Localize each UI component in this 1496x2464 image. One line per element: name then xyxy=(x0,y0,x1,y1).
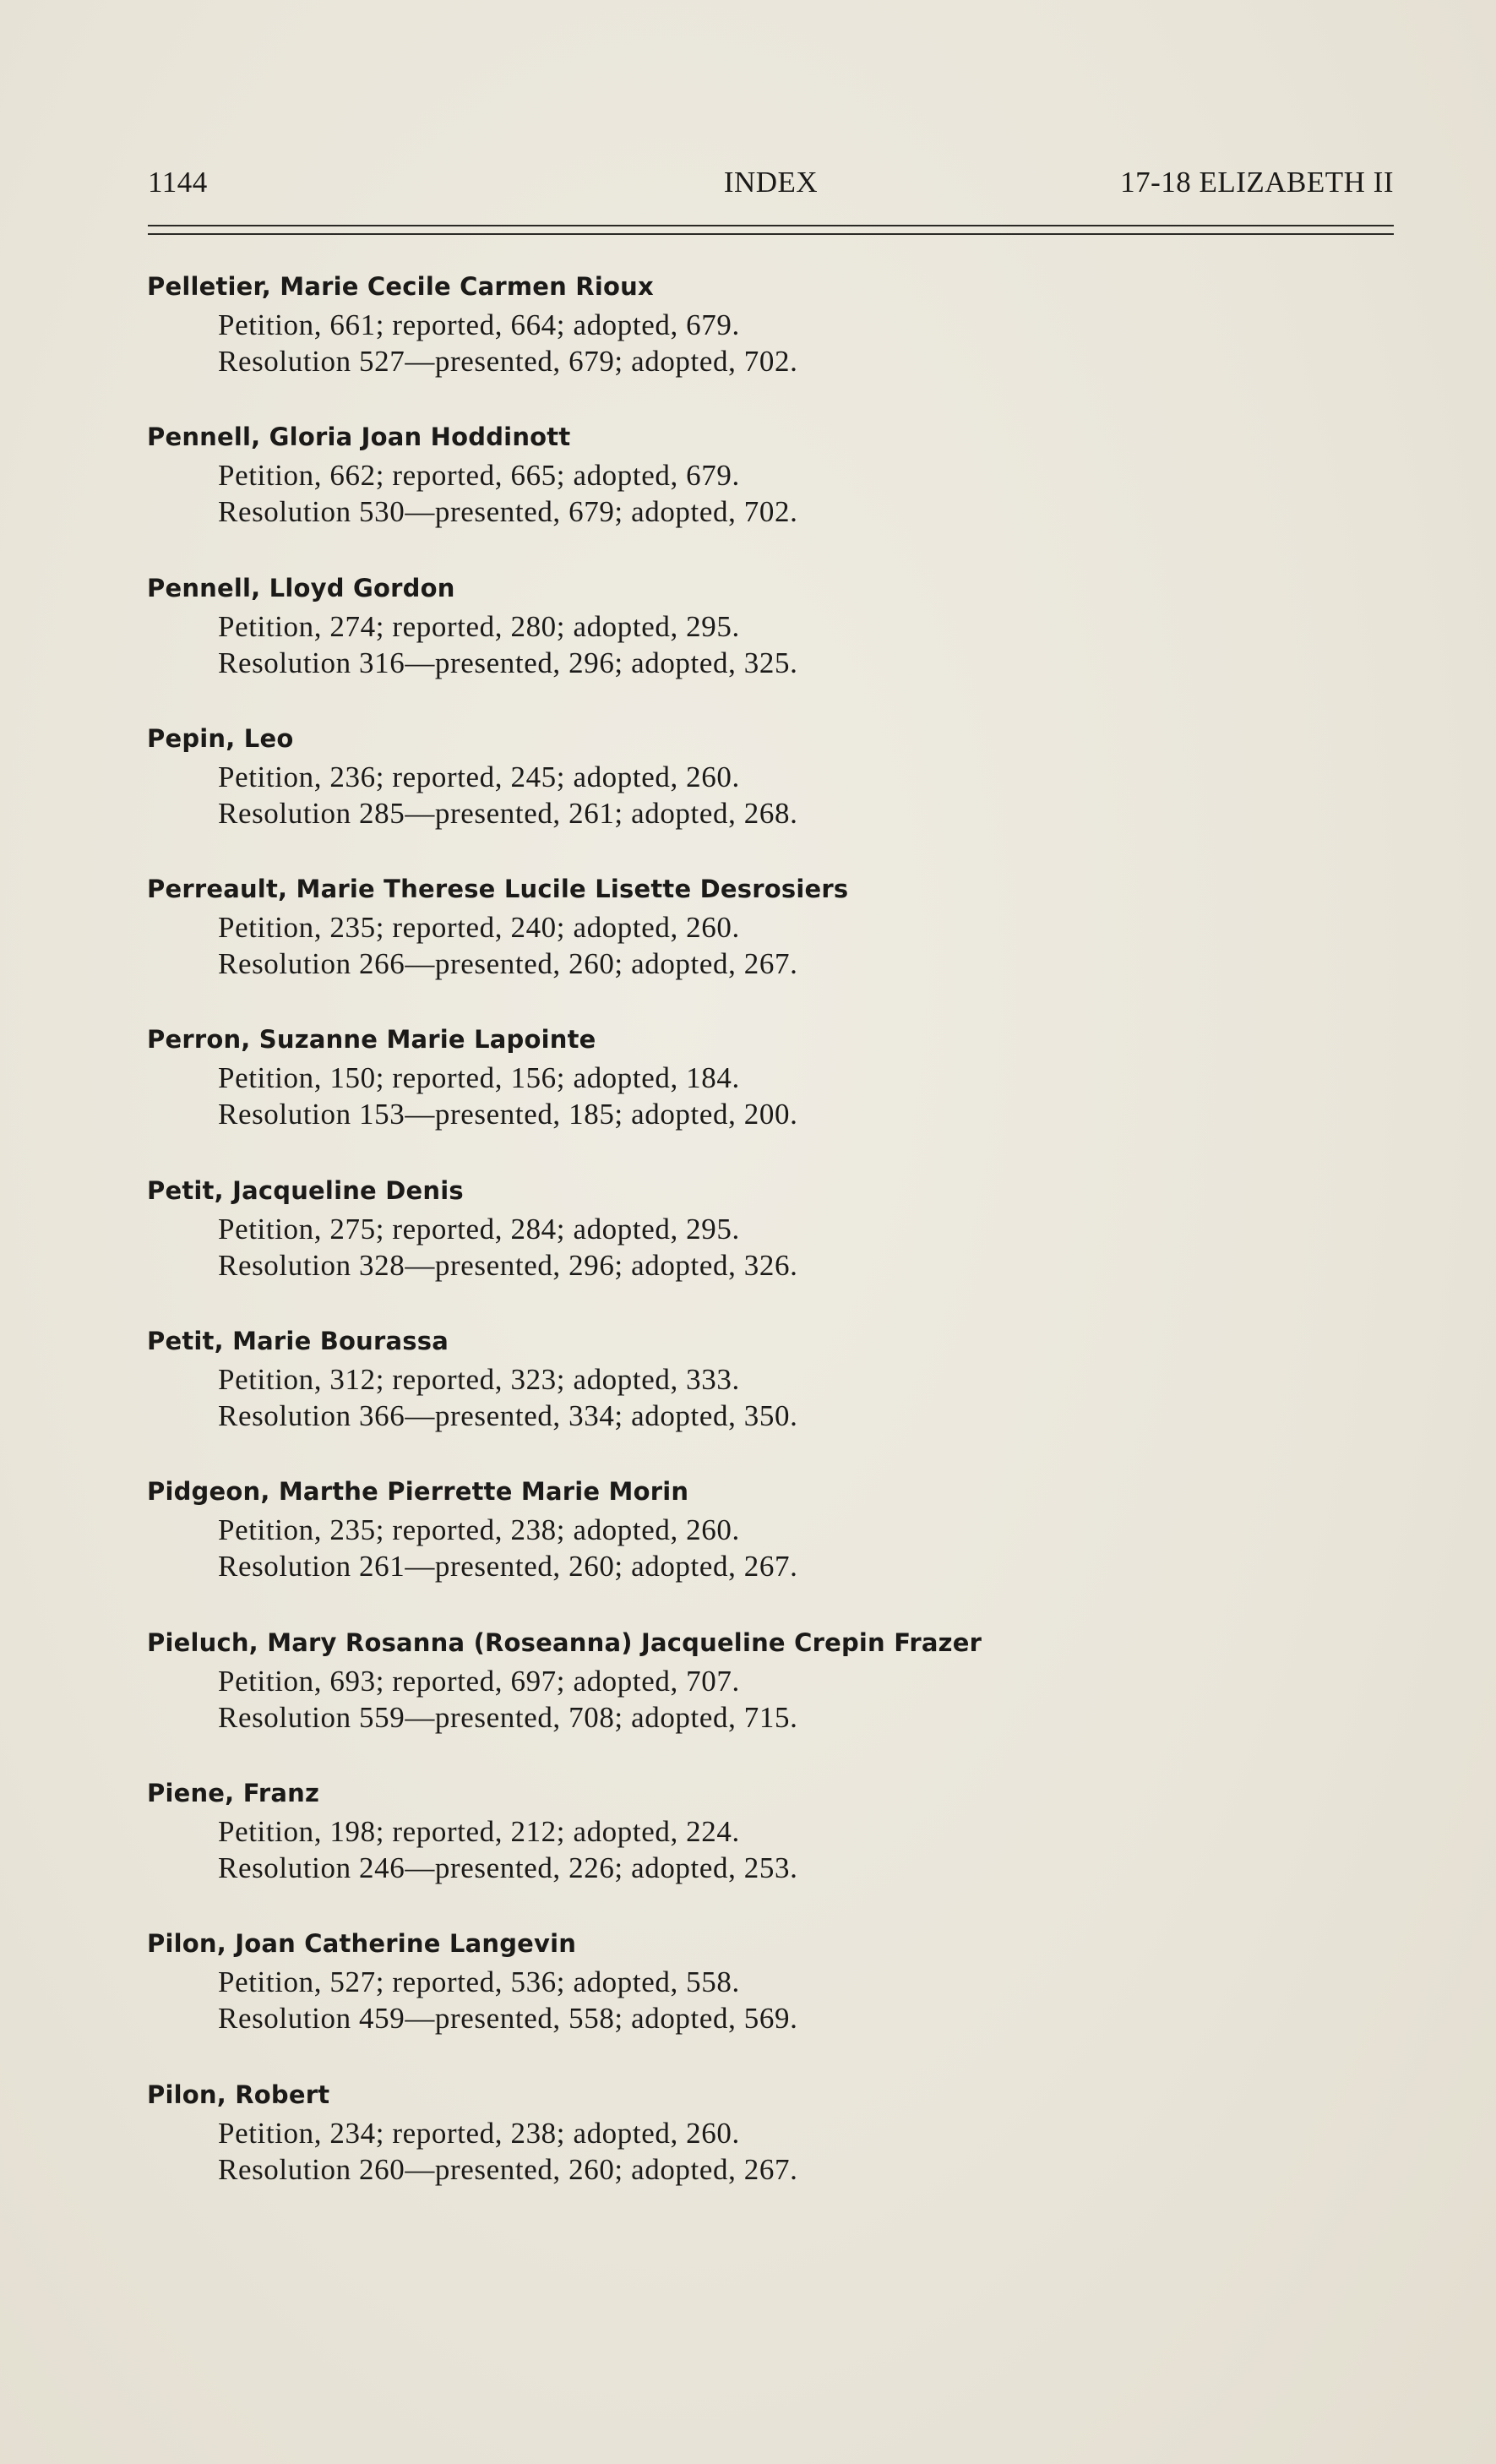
running-title: INDEX xyxy=(723,166,819,199)
entry-name: Pennell, Gloria Joan Hoddinott xyxy=(147,422,571,452)
header-double-rule xyxy=(148,225,1394,235)
entry-petition: Petition, 693; reported, 697; adopted, 707. xyxy=(218,1664,740,1698)
entry-name: Pepin, Leo xyxy=(147,723,294,753)
index-entry xyxy=(147,2074,1397,2225)
entry-petition: Petition, 274; reported, 280; adopted, 295. xyxy=(218,609,740,643)
entry-name: Pennell, Lloyd Gordon xyxy=(147,573,455,602)
entry-resolution: Resolution 285—presented, 261; adopted, 268. xyxy=(218,796,798,830)
entry-name: Perreault, Marie Therese Lucile Lisette Desrosiers xyxy=(147,875,849,904)
entry-resolution: Resolution 246—presented, 226; adopted, 253. xyxy=(218,1851,798,1884)
entry-name: Piene, Franz xyxy=(147,1778,320,1807)
index-entry xyxy=(147,1019,1397,1169)
entry-resolution: Resolution 527—presented, 679; adopted, 702. xyxy=(218,345,798,378)
entry-resolution: Resolution 260—presented, 260; adopted, 267. xyxy=(218,2152,798,2186)
index-entries xyxy=(147,266,1397,2225)
index-entry xyxy=(147,1622,1397,1773)
index-entry xyxy=(147,1170,1397,1321)
entry-name: Pieluch, Mary Rosanna (Roseanna) Jacqueline Crepin Frazer xyxy=(147,1627,982,1657)
entry-resolution: Resolution 328—presented, 296; adopted, 326. xyxy=(218,1248,798,1282)
entry-name: Perron, Suzanne Marie Lapointe xyxy=(147,1025,596,1055)
entry-resolution: Resolution 266—presented, 260; adopted, 267. xyxy=(218,947,798,981)
index-entry xyxy=(147,266,1397,417)
entry-resolution: Resolution 366—presented, 334; adopted, 350. xyxy=(218,1399,798,1433)
entry-resolution: Resolution 261—presented, 260; adopted, 267. xyxy=(218,1550,798,1584)
entry-petition: Petition, 234; reported, 238; adopted, 260. xyxy=(218,2116,740,2150)
page-header xyxy=(148,166,1394,208)
index-entry xyxy=(147,568,1397,718)
index-entry xyxy=(147,417,1397,567)
entry-resolution: Resolution 316—presented, 296; adopted, 325. xyxy=(218,646,798,679)
entry-resolution: Resolution 153—presented, 185; adopted, 200. xyxy=(218,1098,798,1131)
entry-petition: Petition, 235; reported, 238; adopted, 260. xyxy=(218,1513,740,1547)
index-entry xyxy=(147,1471,1397,1622)
entry-resolution: Resolution 559—presented, 708; adopted, 715. xyxy=(218,1700,798,1734)
index-entry xyxy=(147,869,1397,1019)
entry-name: Petit, Jacqueline Denis xyxy=(147,1175,464,1205)
entry-name: Pilon, Joan Catherine Langevin xyxy=(147,1929,577,1959)
index-entry xyxy=(147,718,1397,869)
entry-petition: Petition, 661; reported, 664; adopted, 679. xyxy=(218,308,740,341)
entry-petition: Petition, 662; reported, 665; adopted, 679. xyxy=(218,459,740,493)
entry-petition: Petition, 235; reported, 240; adopted, 260. xyxy=(218,911,740,945)
entry-name: Pidgeon, Marthe Pierrette Marie Morin xyxy=(147,1477,689,1507)
entry-resolution: Resolution 530—presented, 679; adopted, 702. xyxy=(218,495,798,529)
index-entry xyxy=(147,1321,1397,1471)
running-head-right: 17-18 ELIZABETH II xyxy=(1120,166,1394,199)
entry-petition: Petition, 527; reported, 536; adopted, 558. xyxy=(218,1965,740,1999)
entry-petition: Petition, 236; reported, 245; adopted, 260. xyxy=(218,760,740,793)
page-number: 1144 xyxy=(148,166,208,199)
entry-petition: Petition, 312; reported, 323; adopted, 333. xyxy=(218,1363,740,1397)
entry-name: Pelletier, Marie Cecile Carmen Rioux xyxy=(147,272,654,301)
entry-petition: Petition, 198; reported, 212; adopted, 224. xyxy=(218,1814,740,1848)
entry-resolution: Resolution 459—presented, 558; adopted, 569. xyxy=(218,2002,798,2036)
entry-name: Petit, Marie Bourassa xyxy=(147,1327,449,1356)
entry-petition: Petition, 150; reported, 156; adopted, 184. xyxy=(218,1061,740,1095)
entry-petition: Petition, 275; reported, 284; adopted, 295. xyxy=(218,1212,740,1246)
entry-name: Pilon, Robert xyxy=(147,2080,330,2109)
index-entry xyxy=(147,1773,1397,1923)
index-entry xyxy=(147,1923,1397,2074)
